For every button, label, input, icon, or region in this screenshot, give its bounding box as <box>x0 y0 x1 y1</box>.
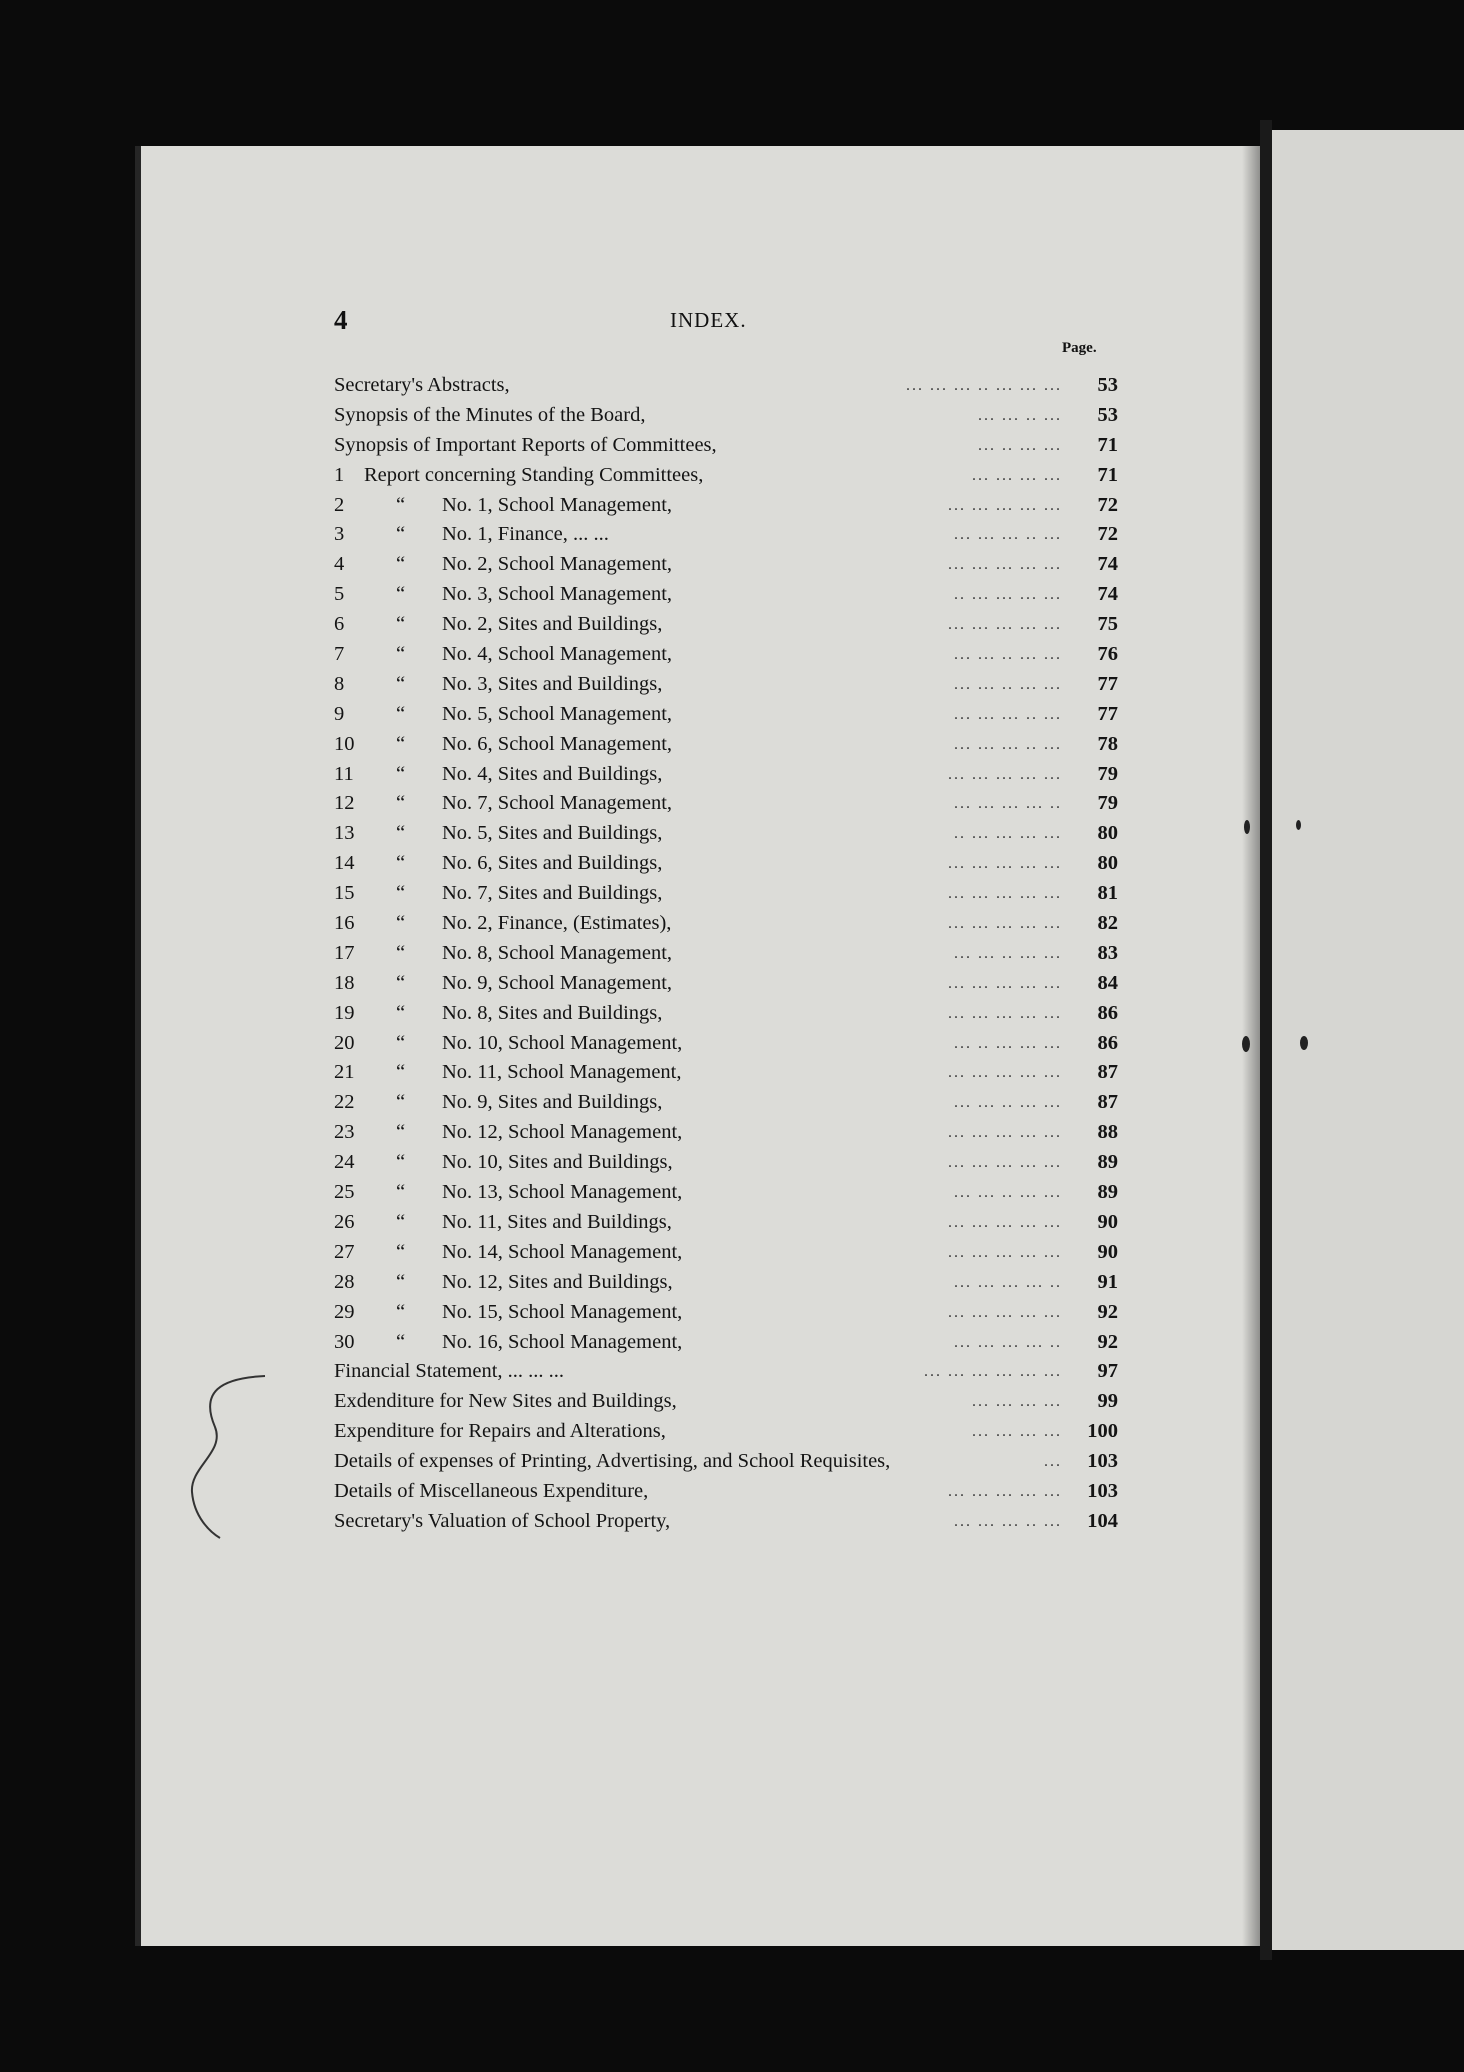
entry-page: 72 <box>1097 493 1118 516</box>
entry-page: 104 <box>1087 1509 1118 1532</box>
leader-dots: ... ... ... ... ... <box>948 1154 1062 1172</box>
entry-page: 80 <box>1097 852 1118 875</box>
entry-page: 72 <box>1097 523 1118 546</box>
leader-dots: ... ... ... ... ... <box>948 1004 1062 1022</box>
leader-dots: ... ... ... ... ... <box>948 616 1062 634</box>
index-entry <box>334 640 1118 670</box>
entry-number: 13 <box>334 822 355 845</box>
ditto-mark: “ <box>396 1300 406 1323</box>
entry-page: 77 <box>1097 672 1118 695</box>
entry-number: 21 <box>334 1061 355 1084</box>
ditto-mark: “ <box>396 732 406 755</box>
entry-title: No. 3, School Management, <box>442 583 673 606</box>
ditto-mark: “ <box>396 672 406 695</box>
index-entry <box>334 670 1118 700</box>
leader-dots: ... ... .. ... ... <box>954 944 1062 962</box>
leader-dots: ... ... ... ... ... ... <box>924 1363 1062 1381</box>
entry-title: No. 9, Sites and Buildings, <box>442 1091 663 1114</box>
leader-dots: ... .. ... ... ... <box>954 1034 1062 1052</box>
leader-dots: ... ... .. ... ... <box>954 675 1062 693</box>
entry-page: 86 <box>1097 1001 1118 1024</box>
entry-page: 92 <box>1097 1330 1118 1353</box>
entry-number: 12 <box>334 792 355 815</box>
entry-title: No. 11, School Management, <box>442 1061 682 1084</box>
entry-page: 78 <box>1097 732 1118 755</box>
entry-page: 100 <box>1087 1420 1118 1443</box>
entry-title: No. 1, School Management, <box>442 493 673 516</box>
entry-number: 10 <box>334 732 355 755</box>
entry-title: No. 2, Finance, (Estimates), <box>442 912 672 935</box>
leader-dots: ... .. ... ... <box>978 436 1062 454</box>
entry-number: 29 <box>334 1300 355 1323</box>
entry-title: No. 2, School Management, <box>442 553 673 576</box>
leader-dots: ... ... ... .. ... <box>954 735 1062 753</box>
ditto-mark: “ <box>396 822 406 845</box>
entry-number: 5 <box>334 583 345 606</box>
leader-dots: ... ... ... ... ... <box>948 556 1062 574</box>
index-entry <box>334 939 1118 969</box>
entry-title: Exdenditure for New Sites and Buildings, <box>334 1390 677 1413</box>
entry-title: Details of expenses of Printing, Advertising, and School Requisites, <box>334 1450 891 1473</box>
entry-page: 81 <box>1097 882 1118 905</box>
leader-dots: ... ... ... ... ... <box>948 1124 1062 1142</box>
leader-dots: ... ... ... ... .. <box>954 1333 1062 1351</box>
ditto-mark: “ <box>396 1181 406 1204</box>
ditto-mark: “ <box>396 613 406 636</box>
entry-title: Expenditure for Repairs and Alterations, <box>334 1420 666 1443</box>
entry-title: No. 4, School Management, <box>442 643 673 666</box>
index-entry <box>334 909 1118 939</box>
index-entry <box>334 1238 1118 1268</box>
entry-title: No. 4, Sites and Buildings, <box>442 762 663 785</box>
entry-page: 90 <box>1097 1240 1118 1263</box>
entry-title: Secretary's Valuation of School Property, <box>334 1509 671 1532</box>
entry-number: 11 <box>334 762 354 785</box>
index-entry <box>334 1387 1118 1417</box>
index-entry <box>334 1178 1118 1208</box>
entry-title: No. 6, Sites and Buildings, <box>442 852 663 875</box>
index-entry <box>334 461 1118 491</box>
leader-dots: ... ... .. ... <box>978 406 1062 424</box>
leader-dots: ... ... ... ... ... <box>948 1213 1062 1231</box>
entry-title: Details of Miscellaneous Expenditure, <box>334 1479 649 1502</box>
leader-dots: ... ... ... ... ... <box>948 915 1062 933</box>
entry-number: 1 <box>334 463 345 486</box>
ditto-mark: “ <box>396 1061 406 1084</box>
index-entry <box>334 431 1118 461</box>
ditto-mark: “ <box>396 583 406 606</box>
index-entry <box>334 969 1118 999</box>
entry-number: 28 <box>334 1270 355 1293</box>
index-table <box>334 371 1118 1537</box>
ditto-mark: “ <box>396 1330 406 1353</box>
entry-number: 25 <box>334 1181 355 1204</box>
entry-number: 16 <box>334 912 355 935</box>
entry-page: 103 <box>1087 1479 1118 1502</box>
ditto-mark: “ <box>396 882 406 905</box>
entry-title: No. 12, School Management, <box>442 1121 683 1144</box>
ditto-mark: “ <box>396 643 406 666</box>
entry-title: No. 1, Finance, ... ... <box>442 523 609 546</box>
entry-title: No. 10, Sites and Buildings, <box>442 1151 673 1174</box>
entry-page: 97 <box>1097 1360 1118 1383</box>
index-entry <box>334 700 1118 730</box>
entry-number: 27 <box>334 1240 355 1263</box>
ditto-mark: “ <box>396 553 406 576</box>
entry-title: Secretary's Abstracts, <box>334 374 510 396</box>
leader-dots: ... ... ... ... .. <box>954 1273 1062 1291</box>
leader-dots: .. ... ... ... ... <box>954 825 1062 843</box>
leader-dots: ... ... ... ... <box>972 466 1062 484</box>
index-entry <box>334 610 1118 640</box>
entry-page: 89 <box>1097 1181 1118 1204</box>
leader-dots: ... ... .. ... ... <box>954 1184 1062 1202</box>
entry-title: No. 12, Sites and Buildings, <box>442 1270 673 1293</box>
entry-page: 53 <box>1097 403 1118 426</box>
entry-page: 103 <box>1087 1450 1118 1473</box>
entry-number: 23 <box>334 1121 355 1144</box>
entry-title: No. 7, School Management, <box>442 792 673 815</box>
leader-dots: ... ... ... .. ... <box>954 1512 1062 1530</box>
ink-speck <box>1296 820 1301 830</box>
entry-page: 71 <box>1097 463 1118 486</box>
ditto-mark: “ <box>396 971 406 994</box>
index-entry <box>334 730 1118 760</box>
entry-page: 90 <box>1097 1210 1118 1233</box>
ditto-mark: “ <box>396 1270 406 1293</box>
index-entry <box>334 1447 1118 1477</box>
leader-dots: ... ... ... ... <box>972 1423 1062 1441</box>
leader-dots: ... ... ... ... ... <box>948 1303 1062 1321</box>
leader-dots: ... ... ... .. ... <box>954 526 1062 544</box>
entry-page: 82 <box>1097 912 1118 935</box>
leader-dots: ... ... ... ... ... <box>948 1482 1062 1500</box>
entry-number: 3 <box>334 523 345 546</box>
leader-dots: ... ... ... ... ... <box>948 885 1062 903</box>
entry-number: 8 <box>334 672 345 695</box>
page-number: 4 <box>334 305 348 335</box>
ditto-mark: “ <box>396 792 406 815</box>
index-entry <box>334 1118 1118 1148</box>
entry-title: No. 15, School Management, <box>442 1300 683 1323</box>
index-entry <box>334 1208 1118 1238</box>
index-entry <box>334 580 1118 610</box>
ditto-mark: “ <box>396 1240 406 1263</box>
index-entry <box>334 401 1118 431</box>
entry-title: No. 9, School Management, <box>442 971 673 994</box>
entry-number: 6 <box>334 613 345 636</box>
entry-title: No. 8, School Management, <box>442 941 673 964</box>
index-entry <box>334 819 1118 849</box>
index-entry <box>334 371 1118 401</box>
leader-dots: ... ... ... ... ... <box>948 974 1062 992</box>
entry-number: 20 <box>334 1031 355 1054</box>
entry-page: 84 <box>1097 971 1118 994</box>
ditto-mark: “ <box>396 1091 406 1114</box>
leader-dots: ... ... ... ... .. <box>954 795 1062 813</box>
entry-page: 88 <box>1097 1121 1118 1144</box>
index-entry <box>334 1268 1118 1298</box>
entry-number: 4 <box>334 553 345 576</box>
leader-dots: ... ... ... ... ... <box>948 1243 1062 1261</box>
leader-dots: ... ... ... .. ... ... ... <box>906 377 1062 394</box>
ditto-mark: “ <box>396 1151 406 1174</box>
entry-title: Synopsis of Important Reports of Committees, <box>334 433 717 456</box>
ditto-mark: “ <box>396 702 406 725</box>
index-entry <box>334 1328 1118 1358</box>
ink-speck <box>1300 1036 1308 1050</box>
index-entry <box>334 1029 1118 1059</box>
entry-title: No. 11, Sites and Buildings, <box>442 1210 672 1233</box>
index-entry <box>334 999 1118 1029</box>
entry-title: No. 8, Sites and Buildings, <box>442 1001 663 1024</box>
ditto-mark: “ <box>396 523 406 546</box>
index-entry <box>334 789 1118 819</box>
ditto-mark: “ <box>396 912 406 935</box>
index-entry <box>334 1058 1118 1088</box>
entry-title: Report concerning Standing Committees, <box>364 463 704 486</box>
entry-page: 83 <box>1097 941 1118 964</box>
entry-page: 92 <box>1097 1300 1118 1323</box>
entry-title: No. 16, School Management, <box>442 1330 683 1353</box>
entry-page: 87 <box>1097 1061 1118 1084</box>
handwritten-bracket-mark <box>180 1372 270 1542</box>
entry-number: 24 <box>334 1151 355 1174</box>
index-entry <box>334 760 1118 790</box>
entry-number: 2 <box>334 493 345 516</box>
entry-number: 17 <box>334 941 355 964</box>
ditto-mark: “ <box>396 852 406 875</box>
entry-page: 86 <box>1097 1031 1118 1054</box>
ditto-mark: “ <box>396 1031 406 1054</box>
leader-dots: ... ... ... ... ... <box>948 496 1062 514</box>
index-entry <box>334 1148 1118 1178</box>
entry-title: No. 14, School Management, <box>442 1240 683 1263</box>
entry-title: No. 5, Sites and Buildings, <box>442 822 663 845</box>
leader-dots: ... ... .. ... ... <box>954 1094 1062 1112</box>
entry-number: 19 <box>334 1001 355 1024</box>
index-entry <box>334 1298 1118 1328</box>
entry-title: Synopsis of the Minutes of the Board, <box>334 403 646 426</box>
entry-page: 71 <box>1097 433 1118 456</box>
entry-page: 87 <box>1097 1091 1118 1114</box>
entry-number: 15 <box>334 882 355 905</box>
book-spine <box>1260 120 1272 1960</box>
ditto-mark: “ <box>396 1210 406 1233</box>
entry-page: 53 <box>1097 374 1118 396</box>
leader-dots: ... ... .. ... ... <box>954 646 1062 664</box>
entry-title: No. 2, Sites and Buildings, <box>442 613 663 636</box>
leader-dots: ... ... ... ... ... <box>948 855 1062 873</box>
ditto-mark: “ <box>396 941 406 964</box>
entry-number: 9 <box>334 702 345 725</box>
entry-number: 30 <box>334 1330 355 1353</box>
index-entry <box>334 520 1118 550</box>
ditto-mark: “ <box>396 493 406 516</box>
ditto-mark: “ <box>396 1121 406 1144</box>
entry-page: 99 <box>1097 1390 1118 1413</box>
ditto-mark: “ <box>396 1001 406 1024</box>
index-entry <box>334 879 1118 909</box>
entry-title: No. 7, Sites and Buildings, <box>442 882 663 905</box>
entry-page: 77 <box>1097 702 1118 725</box>
index-entry <box>334 1088 1118 1118</box>
entry-page: 75 <box>1097 613 1118 636</box>
entry-page: 74 <box>1097 583 1118 606</box>
index-entry <box>334 1357 1118 1387</box>
entry-number: 14 <box>334 852 355 875</box>
index-entry <box>334 849 1118 879</box>
leader-dots: ... ... ... ... ... <box>948 1064 1062 1082</box>
leader-dots: ... ... ... .. ... <box>954 705 1062 723</box>
entry-page: 91 <box>1097 1270 1118 1293</box>
entry-title: No. 6, School Management, <box>442 732 673 755</box>
index-entry <box>334 491 1118 521</box>
entry-page: 74 <box>1097 553 1118 576</box>
entry-page: 79 <box>1097 792 1118 815</box>
index-entry <box>334 1417 1118 1447</box>
entry-title: No. 5, School Management, <box>442 702 673 725</box>
ditto-mark: “ <box>396 762 406 785</box>
entry-title: Financial Statement, ... ... ... <box>334 1360 565 1383</box>
entry-number: 26 <box>334 1210 355 1233</box>
leader-dots: .. ... ... ... ... <box>954 586 1062 604</box>
index-entry <box>334 1507 1118 1537</box>
entry-page: 89 <box>1097 1151 1118 1174</box>
entry-page: 80 <box>1097 822 1118 845</box>
entry-page: 76 <box>1097 643 1118 666</box>
entry-number: 22 <box>334 1091 355 1114</box>
entry-title: No. 3, Sites and Buildings, <box>442 672 663 695</box>
leader-dots: ... ... ... ... ... <box>948 765 1062 783</box>
entry-title: No. 13, School Management, <box>442 1181 683 1204</box>
index-entry <box>334 550 1118 580</box>
page-column-label: Page. <box>1062 340 1097 356</box>
entry-number: 7 <box>334 643 345 666</box>
entry-title: No. 10, School Management, <box>442 1031 683 1054</box>
index-entry <box>334 1477 1118 1507</box>
leader-dots: ... ... ... ... <box>972 1393 1062 1411</box>
entry-page: 79 <box>1097 762 1118 785</box>
page-title: INDEX. <box>670 308 747 332</box>
entry-number: 18 <box>334 971 355 994</box>
ink-speck <box>1242 1036 1250 1052</box>
ink-speck <box>1244 820 1250 834</box>
leader-dots: ... <box>1044 1453 1062 1471</box>
